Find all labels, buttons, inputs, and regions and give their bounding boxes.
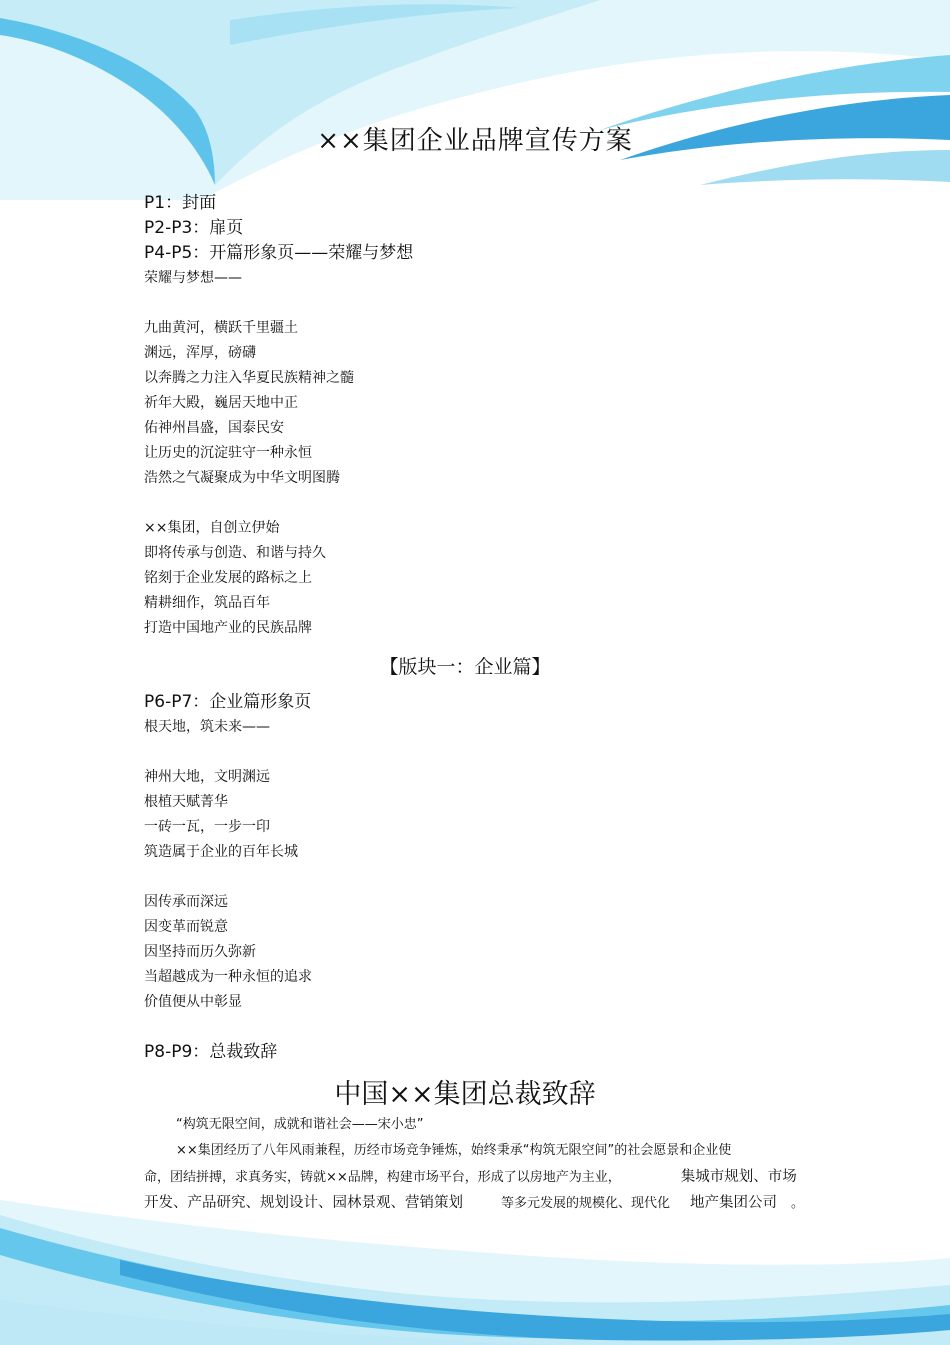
president-heading-wrap [144,1040,840,1065]
paragraph-text: 等多元发展的规模化、现代化 [501,1196,671,1211]
group-line: 精耕细作，筑品百年 [144,595,270,611]
president-paragraph-line: ××集团经历了八年风雨兼程，历经市场竞争锤炼，始终秉承“构筑无限空间”的社会愿景和企业使 [176,1143,732,1158]
enterprise-subtitle: 根天地，筑未来—— [144,719,270,735]
paragraph-text: 地产集团公司 [690,1195,778,1211]
group-line: 即将传承与创造、和谐与持久 [144,545,326,561]
president-title: 中国××集团总裁致辞 [334,1079,596,1110]
president-letter [144,1112,840,1216]
enterprise-line: 因变革而锐意 [144,919,228,935]
enterprise-heading: P6-P7：企业篇形象页 [144,692,312,712]
honor-line: 渊远，浑厚，磅礴 [144,345,256,361]
enterprise-line: 因坚持而历久弥新 [144,944,256,960]
toc-p4-p5: P4-P5：开篇形象页——荣耀与梦想 [144,243,414,263]
honor-line: 九曲黄河，横跃千里疆土 [144,320,298,336]
paragraph-text: 开发、产品研究、规划设计、园林景观、营销策划 [144,1195,463,1211]
honor-line: 以奔腾之力注入华夏民族精神之髓 [144,370,354,386]
group-line: 打造中国地产业的民族品牌 [144,620,312,636]
paragraph-text: 。 [791,1196,805,1211]
enterprise-line: 一砖一瓦，一步一印 [144,819,270,835]
honor-subtitle: 荣耀与梦想—— [144,270,242,286]
toc-p1: P1：封面 [144,193,217,213]
president-paragraph-line [144,1190,840,1216]
enterprise-line: 当超越成为一种永恒的追求 [144,969,312,985]
enterprise-line: 价值便从中彰显 [144,994,242,1010]
enterprise-line: 神州大地，文明渊远 [144,769,270,785]
group-line: ××集团，自创立伊始 [144,520,280,536]
president-quote: “构筑无限空间，成就和谐社会——宋小忠” [176,1117,424,1132]
opening-section [144,191,840,641]
honor-line: 祈年大殿，巍居天地中正 [144,395,298,411]
paragraph-text: 集城市规划、市场 [680,1169,797,1185]
honor-line: 佑神州昌盛，国泰民安 [144,420,284,436]
enterprise-line: 因传承而深远 [144,894,228,910]
group-line: 铭刻于企业发展的路标之上 [144,570,312,586]
toc-p2-p3: P2-P3：扉页 [144,218,244,238]
honor-line: 浩然之气凝聚成为中华文明图腾 [144,470,340,486]
honor-line: 让历史的沉淀驻守一种永恒 [144,445,312,461]
enterprise-line: 根植天赋菁华 [144,794,228,810]
enterprise-section [144,690,840,1015]
block-one-heading: 【版块一：企业篇】 [379,656,551,678]
enterprise-line: 筑造属于企业的百年长城 [144,844,298,860]
president-heading: P8-P9：总裁致辞 [144,1042,278,1062]
president-paragraph-line [144,1164,840,1190]
paragraph-text: 命，团结拼搏，求真务实，铸就××品牌，构建市场平台，形成了以房地产为主业， [144,1170,621,1185]
document-title: ××集团企业品牌宣传方案 [317,126,633,156]
